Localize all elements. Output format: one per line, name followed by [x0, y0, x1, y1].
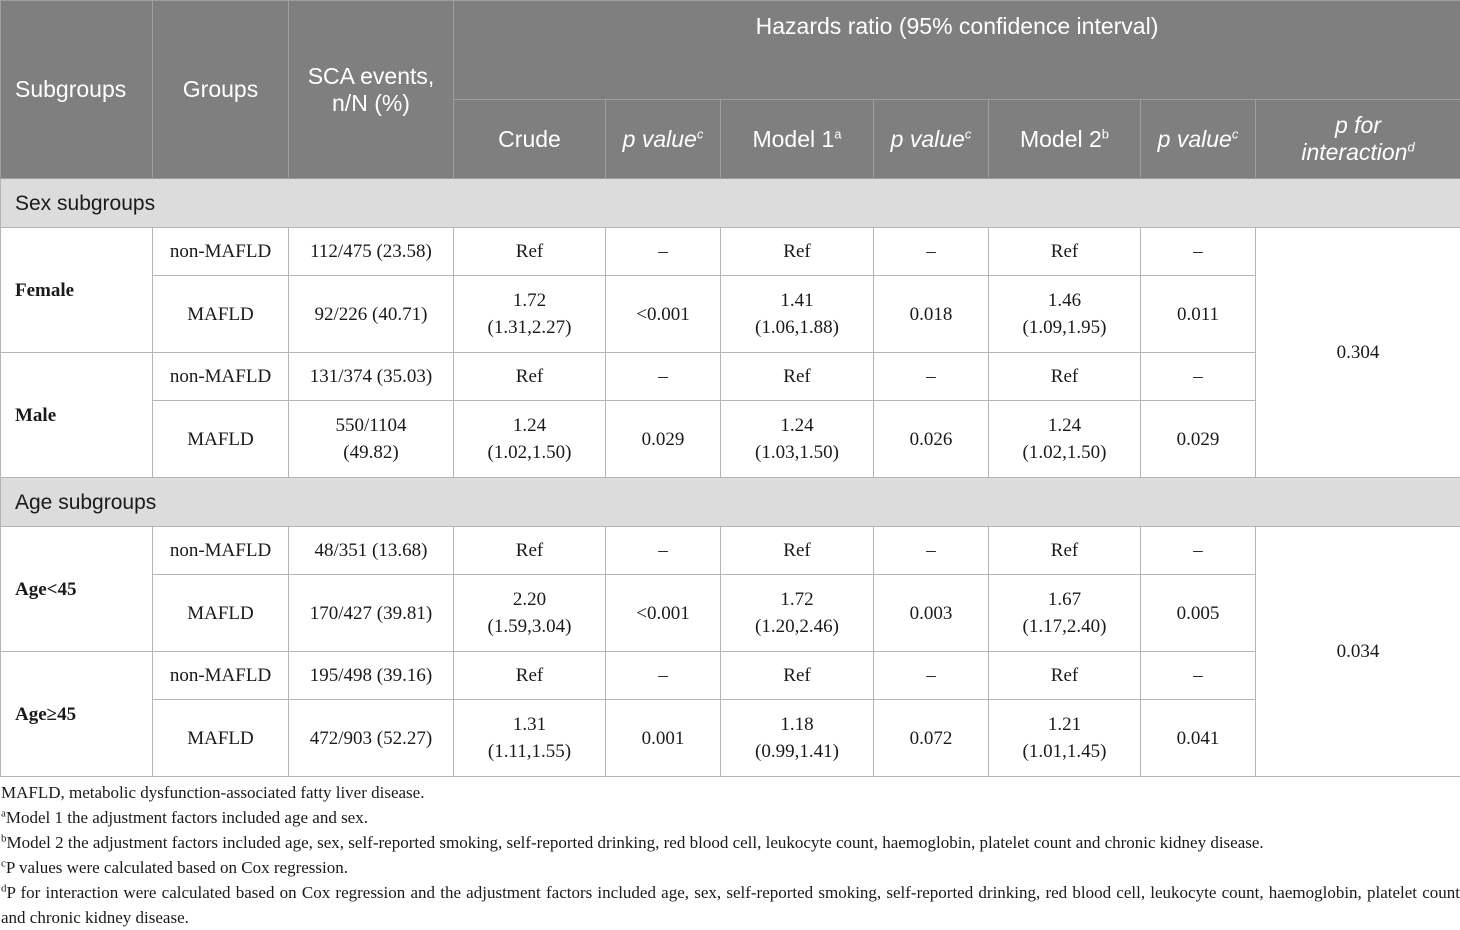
p-model1-cell: –: [874, 228, 989, 276]
p-model1-cell: 0.003: [874, 575, 989, 652]
footnotes: [0, 780, 1460, 930]
header-sca-events: SCA events, n/N (%): [289, 1, 454, 179]
model1-cell: Ref: [721, 353, 874, 401]
group-cell: non-MAFLD: [153, 228, 289, 276]
model2-cell: 1.67 (1.17,2.40): [989, 575, 1141, 652]
header-groups: Groups: [153, 1, 289, 179]
subgroup-label: Age<45: [1, 527, 153, 652]
model2-cell: Ref: [989, 228, 1141, 276]
p-model2-cell: –: [1141, 228, 1256, 276]
header-crude: Crude: [454, 100, 606, 179]
p-crude-cell: <0.001: [606, 276, 721, 353]
header-p-value-model-1: p value$^c$: [874, 100, 989, 179]
table-row: [1, 401, 1460, 478]
p-model2-cell: –: [1141, 652, 1256, 700]
crude-cell: Ref: [454, 652, 606, 700]
p-crude-cell: –: [606, 228, 721, 276]
p-crude-cell: 0.029: [606, 401, 721, 478]
crude-cell: Ref: [454, 527, 606, 575]
p-crude-cell: –: [606, 652, 721, 700]
interaction-cell: 0.304: [1256, 228, 1460, 478]
section-title: Age subgroups: [1, 478, 1460, 527]
table-row: [1, 353, 1460, 401]
header-subgroups: Subgroups: [1, 1, 153, 179]
footnote-b: $^b$Model 2 the adjustment factors included age, sex, self-reported smoking, self-reported drinking, red blood cell, leukocyte count, haemoglobin, platelet count and chronic kidney disease.: [0, 830, 1460, 855]
model2-cell: Ref: [989, 353, 1141, 401]
events-cell: 112/475 (23.58): [289, 228, 454, 276]
group-cell: MAFLD: [153, 700, 289, 777]
events-cell: 92/226 (40.71): [289, 276, 454, 353]
events-cell: 170/427 (39.81): [289, 575, 454, 652]
model1-cell: Ref: [721, 652, 874, 700]
p-model1-cell: 0.018: [874, 276, 989, 353]
events-cell: 195/498 (39.16): [289, 652, 454, 700]
group-cell: non-MAFLD: [153, 652, 289, 700]
events-cell: 550/1104 (49.82): [289, 401, 454, 478]
section-row: [1, 478, 1460, 527]
p-model2-cell: 0.011: [1141, 276, 1256, 353]
model1-cell: 1.18 (0.99,1.41): [721, 700, 874, 777]
table-row: [1, 575, 1460, 652]
p-model1-cell: –: [874, 527, 989, 575]
footnote-d: $^d$P for interaction were calculated based on Cox regression and the adjustment factors included age, sex, self-reported smoking, self-reported drinking, red blood cell, leukocyte count, haemoglobin, platelet count and chronic kidney disease.: [0, 880, 1460, 930]
p-model2-cell: –: [1141, 353, 1256, 401]
events-cell: 472/903 (52.27): [289, 700, 454, 777]
header-p-value-crude: p value$^c$: [606, 100, 721, 179]
footnote-c: $^c$P values were calculated based on Cox regression.: [0, 855, 1460, 880]
crude-cell: Ref: [454, 353, 606, 401]
model1-cell: 1.72 (1.20,2.46): [721, 575, 874, 652]
p-model1-cell: 0.072: [874, 700, 989, 777]
subgroup-label: Female: [1, 228, 153, 353]
crude-cell: 2.20 (1.59,3.04): [454, 575, 606, 652]
group-cell: MAFLD: [153, 401, 289, 478]
table-row: [1, 527, 1460, 575]
model1-cell: Ref: [721, 228, 874, 276]
p-crude-cell: –: [606, 353, 721, 401]
group-cell: non-MAFLD: [153, 353, 289, 401]
events-cell: 131/374 (35.03): [289, 353, 454, 401]
table-row: [1, 700, 1460, 777]
p-model1-cell: 0.026: [874, 401, 989, 478]
p-crude-cell: 0.001: [606, 700, 721, 777]
table-row: [1, 652, 1460, 700]
model1-cell: 1.41 (1.06,1.88): [721, 276, 874, 353]
p-model2-cell: 0.005: [1141, 575, 1256, 652]
model1-cell: Ref: [721, 527, 874, 575]
group-cell: MAFLD: [153, 575, 289, 652]
header-p-for-interaction: p for interaction$^d$: [1256, 100, 1460, 179]
header-hazards-ratio: Hazards ratio (95% confidence interval): [454, 1, 1460, 100]
model2-cell: 1.24 (1.02,1.50): [989, 401, 1141, 478]
model2-cell: Ref: [989, 527, 1141, 575]
section-title: Sex subgroups: [1, 179, 1460, 228]
crude-cell: 1.72 (1.31,2.27): [454, 276, 606, 353]
footnote-abbreviation: MAFLD, metabolic dysfunction-associated fatty liver disease.: [0, 780, 1460, 805]
p-model1-cell: –: [874, 353, 989, 401]
subgroup-label: Male: [1, 353, 153, 478]
header-model-2: Model 2$^b$: [989, 100, 1141, 179]
crude-cell: 1.24 (1.02,1.50): [454, 401, 606, 478]
p-model1-cell: –: [874, 652, 989, 700]
p-crude-cell: <0.001: [606, 575, 721, 652]
model1-cell: 1.24 (1.03,1.50): [721, 401, 874, 478]
p-model2-cell: 0.041: [1141, 700, 1256, 777]
table-header: [1, 1, 1460, 179]
events-cell: 48/351 (13.68): [289, 527, 454, 575]
header-p-value-model-2: p value$^c$: [1141, 100, 1256, 179]
interaction-cell: 0.034: [1256, 527, 1460, 777]
header-model-1: Model 1$^a$: [721, 100, 874, 179]
model2-cell: 1.46 (1.09,1.95): [989, 276, 1141, 353]
table-body: [1, 179, 1460, 777]
table-row: [1, 276, 1460, 353]
model2-cell: Ref: [989, 652, 1141, 700]
table-row: [1, 228, 1460, 276]
footnote-a: $^a$Model 1 the adjustment factors included age and sex.: [0, 805, 1460, 830]
p-model2-cell: –: [1141, 527, 1256, 575]
p-crude-cell: –: [606, 527, 721, 575]
model2-cell: 1.21 (1.01,1.45): [989, 700, 1141, 777]
crude-cell: 1.31 (1.11,1.55): [454, 700, 606, 777]
crude-cell: Ref: [454, 228, 606, 276]
p-model2-cell: 0.029: [1141, 401, 1256, 478]
group-cell: MAFLD: [153, 276, 289, 353]
section-row: [1, 179, 1460, 228]
subgroup-label: Age≥45: [1, 652, 153, 777]
group-cell: non-MAFLD: [153, 527, 289, 575]
